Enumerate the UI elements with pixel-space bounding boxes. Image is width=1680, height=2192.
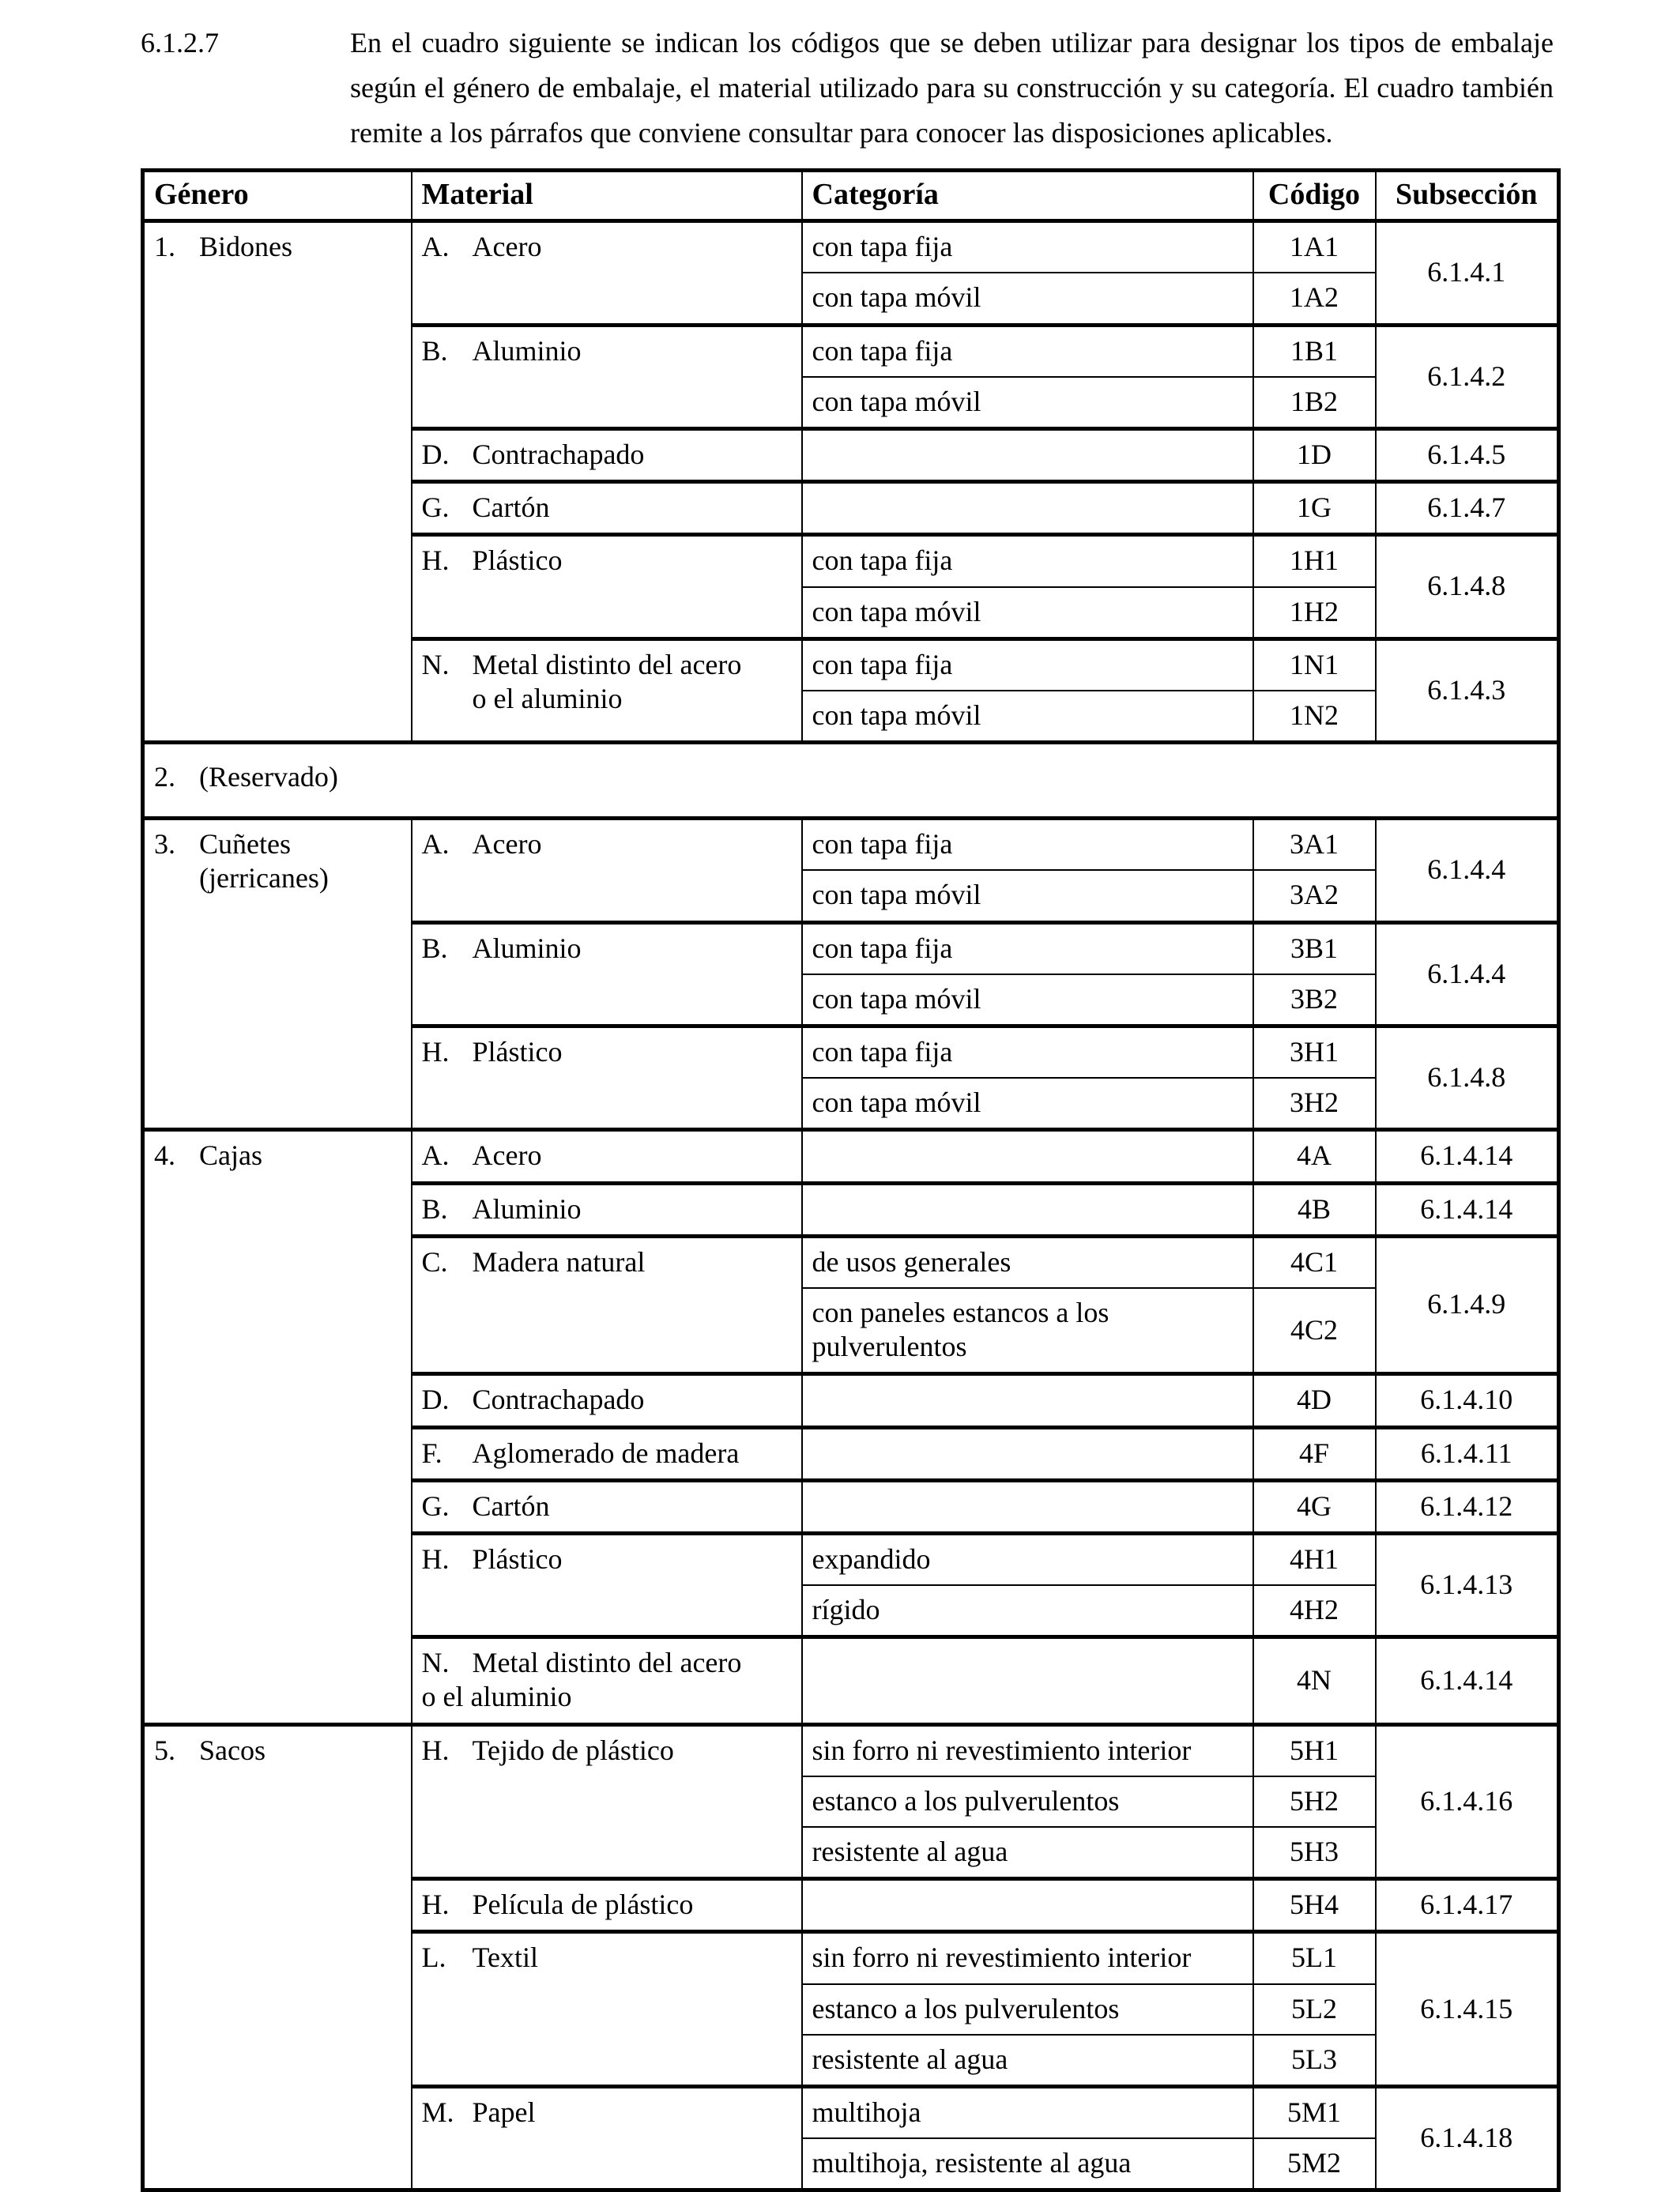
material-name: Textil (472, 1942, 538, 1974)
codigo-cell: 3H2 (1253, 1078, 1376, 1130)
genero-name: Sacos (199, 1734, 266, 1766)
material-cell (412, 922, 802, 1026)
material-letter: N. (421, 648, 450, 680)
codigo-cell: 3B2 (1253, 974, 1376, 1026)
material-cell (412, 1374, 802, 1427)
codigo-cell: 4C2 (1253, 1288, 1376, 1374)
genero-label (154, 827, 401, 895)
categoria-cell (802, 1879, 1253, 1932)
material-letter: A. (421, 231, 450, 263)
material-cell (412, 819, 802, 922)
material-letter: N. (421, 1647, 450, 1679)
codigo-cell: 5H3 (1253, 1827, 1376, 1879)
material-name: Tejido de plástico (472, 1734, 674, 1766)
material-name: Cartón (472, 492, 550, 524)
material-cell (412, 1130, 802, 1183)
codigo-cell: 5H4 (1253, 1879, 1376, 1932)
categoria-cell: con tapa fija (802, 221, 1253, 273)
categoria-cell: resistente al agua (802, 2035, 1253, 2087)
material-name: Aglomerado de madera (472, 1437, 740, 1469)
codigo-cell: 1A1 (1253, 221, 1376, 273)
codigo-cell: 4A (1253, 1130, 1376, 1183)
table-row (143, 1130, 1559, 1183)
subseccion-cell: 6.1.4.3 (1376, 638, 1559, 742)
genero-cell (143, 1724, 412, 2190)
material-name: Plástico (472, 1542, 563, 1575)
subseccion-cell: 6.1.4.12 (1376, 1480, 1559, 1533)
reserved-cell (143, 743, 1559, 819)
material-letter: D. (421, 438, 450, 470)
codigo-cell: 1A2 (1253, 273, 1376, 325)
codigo-cell: 1B2 (1253, 377, 1376, 429)
material-cell (412, 1533, 802, 1636)
material-letter: H. (421, 544, 450, 577)
codigo-cell: 4B (1253, 1183, 1376, 1236)
codigo-cell: 4G (1253, 1480, 1376, 1533)
categoria-cell: estanco a los pulverulentos (802, 1984, 1253, 2035)
material-cell (412, 325, 802, 428)
column-header-genero: Género (143, 170, 412, 221)
subseccion-cell: 6.1.4.18 (1376, 2086, 1559, 2190)
genero-number: 3. (154, 828, 175, 861)
genero-label (154, 1139, 401, 1173)
material-cell (412, 221, 802, 325)
subseccion-cell: 6.1.4.16 (1376, 1724, 1559, 1879)
material-cell (412, 1637, 802, 1724)
subseccion-cell: 6.1.4.8 (1376, 1026, 1559, 1130)
genero-name (199, 827, 401, 895)
categoria-cell: con tapa móvil (802, 1078, 1253, 1130)
material-letter: G. (421, 492, 450, 524)
subseccion-cell: 6.1.4.4 (1376, 819, 1559, 922)
categoria-cell: con tapa móvil (802, 974, 1253, 1026)
table-row (143, 1724, 1559, 1776)
subseccion-cell: 6.1.4.11 (1376, 1427, 1559, 1480)
codigo-cell: 4H2 (1253, 1585, 1376, 1637)
column-header-subseccion: Subsección (1376, 170, 1559, 221)
codigo-cell: 5L1 (1253, 1932, 1376, 1984)
material-name: Papel (472, 2096, 536, 2128)
material-name: Acero (472, 828, 542, 861)
codigo-cell: 3A2 (1253, 870, 1376, 922)
table-header-row (143, 170, 1559, 221)
categoria-cell: con tapa móvil (802, 273, 1253, 325)
material-letter: H. (421, 1542, 450, 1575)
genero-name: Cajas (199, 1139, 262, 1172)
genero-name-line1: Cuñetes (199, 828, 291, 861)
table-row (143, 743, 1559, 819)
intro-paragraph: En el cuadro siguiente se indican los códigos que se deben utilizar para designar los tipos de embalaje según el género de embalaje, el material utilizado para su construcción y su categoría. El cuadro también remite a los párrafos que conviene consultar para conocer las disposiciones aplicables. (350, 27, 1554, 149)
subseccion-cell: 6.1.4.7 (1376, 482, 1559, 535)
categoria-cell: sin forro ni revestimiento interior (802, 1932, 1253, 1984)
categoria-cell (802, 482, 1253, 535)
subseccion-cell: 6.1.4.1 (1376, 221, 1559, 325)
subseccion-cell: 6.1.4.9 (1376, 1236, 1559, 1374)
material-name: Cartón (472, 1490, 550, 1522)
categoria-cell (802, 1130, 1253, 1183)
genero-cell (143, 221, 412, 743)
categoria-cell: rígido (802, 1585, 1253, 1637)
subseccion-cell: 6.1.4.10 (1376, 1374, 1559, 1427)
material-name: Aluminio (472, 932, 582, 964)
material-name: Plástico (472, 544, 563, 577)
material-cell (412, 1026, 802, 1130)
codigo-cell: 4N (1253, 1637, 1376, 1724)
material-name: Acero (472, 1139, 542, 1172)
genero-cell (143, 819, 412, 1130)
categoria-cell (802, 428, 1253, 481)
material-cell (412, 482, 802, 535)
categoria-cell: multihoja (802, 2086, 1253, 2138)
material-cell (412, 535, 802, 638)
material-name: Aluminio (472, 1192, 582, 1225)
material-letter: H. (421, 1734, 450, 1766)
genero-name: (Reservado) (199, 761, 338, 793)
material-letter: L. (421, 1942, 446, 1974)
material-cell (412, 1879, 802, 1932)
material-letter: D. (421, 1384, 450, 1416)
intro-block (141, 21, 1554, 156)
material-letter: H. (421, 1036, 450, 1068)
material-name: Acero (472, 231, 542, 263)
clause-number: 6.1.2.7 (141, 27, 219, 58)
material-cell (412, 638, 802, 742)
subseccion-cell: 6.1.4.8 (1376, 535, 1559, 638)
packaging-codes-table (141, 168, 1561, 2192)
material-letter: A. (421, 828, 450, 861)
codigo-cell: 1N2 (1253, 691, 1376, 743)
subseccion-cell: 6.1.4.2 (1376, 325, 1559, 428)
material-letter: M. (421, 2096, 454, 2128)
categoria-cell: con tapa fija (802, 535, 1253, 587)
subseccion-cell: 6.1.4.14 (1376, 1637, 1559, 1724)
genero-label (154, 1734, 401, 1768)
material-cell (412, 1480, 802, 1533)
genero-name-line2: (jerricanes) (199, 862, 329, 895)
categoria-cell: resistente al agua (802, 1827, 1253, 1879)
categoria-cell (802, 1427, 1253, 1480)
codigo-cell: 1D (1253, 428, 1376, 481)
codigo-cell: 4D (1253, 1374, 1376, 1427)
genero-number: 2. (154, 761, 175, 793)
material-cell (412, 1427, 802, 1480)
table-row (143, 221, 1559, 273)
codigo-cell: 4F (1253, 1427, 1376, 1480)
codigo-cell: 3A1 (1253, 819, 1376, 871)
subseccion-cell: 6.1.4.14 (1376, 1130, 1559, 1183)
categoria-cell (802, 1480, 1253, 1533)
categoria-cell: con tapa fija (802, 1026, 1253, 1079)
codigo-cell: 5H1 (1253, 1724, 1376, 1776)
categoria-cell: multihoja, resistente al agua (802, 2138, 1253, 2190)
categoria-cell: con paneles estancos a los pulverulentos (802, 1288, 1253, 1374)
categoria-cell: sin forro ni revestimiento interior (802, 1724, 1253, 1776)
column-header-material: Material (412, 170, 802, 221)
table-row (143, 819, 1559, 871)
categoria-cell: con tapa móvil (802, 377, 1253, 429)
genero-number: 1. (154, 231, 175, 263)
categoria-cell (802, 1374, 1253, 1427)
codigo-cell: 5H2 (1253, 1776, 1376, 1827)
material-letter: G. (421, 1490, 450, 1522)
subseccion-cell: 6.1.4.17 (1376, 1879, 1559, 1932)
material-name: Metal distinto del acero o el aluminio (421, 1647, 742, 1713)
column-header-categoria: Categoría (802, 170, 1253, 221)
categoria-cell: con tapa móvil (802, 870, 1253, 922)
material-cell (412, 428, 802, 481)
column-header-codigo: Código (1253, 170, 1376, 221)
codigo-cell: 3H1 (1253, 1026, 1376, 1079)
material-name: Contrachapado (472, 438, 645, 470)
subseccion-cell: 6.1.4.13 (1376, 1533, 1559, 1636)
codigo-cell: 4C1 (1253, 1236, 1376, 1288)
subseccion-cell: 6.1.4.14 (1376, 1183, 1559, 1236)
codigo-cell: 4H1 (1253, 1533, 1376, 1585)
categoria-cell: con tapa fija (802, 819, 1253, 871)
material-letter: F. (421, 1437, 443, 1469)
material-letter: B. (421, 334, 448, 367)
subseccion-cell: 6.1.4.15 (1376, 1932, 1559, 2087)
material-letter: B. (421, 932, 448, 964)
material-name: Plástico (472, 1036, 563, 1068)
material-cell (412, 2086, 802, 2190)
categoria-cell: con tapa móvil (802, 587, 1253, 639)
genero-number: 5. (154, 1734, 175, 1766)
categoria-cell: con tapa fija (802, 638, 1253, 691)
categoria-cell: con tapa fija (802, 922, 1253, 974)
categoria-cell (802, 1183, 1253, 1236)
categoria-cell: con tapa fija (802, 325, 1253, 377)
genero-cell (143, 1130, 412, 1724)
material-name: Contrachapado (472, 1384, 645, 1416)
material-cell (412, 1236, 802, 1374)
codigo-cell: 5M2 (1253, 2138, 1376, 2190)
categoria-cell: con tapa móvil (802, 691, 1253, 743)
material-letter: H. (421, 1889, 450, 1921)
subseccion-cell: 6.1.4.5 (1376, 428, 1559, 481)
material-name: Metal distinto del acero o el aluminio (472, 648, 742, 714)
material-letter: C. (421, 1245, 448, 1278)
categoria-cell (802, 1637, 1253, 1724)
material-letter: A. (421, 1139, 450, 1172)
material-name: Aluminio (472, 334, 582, 367)
categoria-cell: estanco a los pulverulentos (802, 1776, 1253, 1827)
subseccion-cell: 6.1.4.4 (1376, 922, 1559, 1026)
genero-name: Bidones (199, 231, 293, 263)
material-letter: B. (421, 1192, 448, 1225)
codigo-cell: 5L3 (1253, 2035, 1376, 2087)
codigo-cell: 1N1 (1253, 638, 1376, 691)
material-cell (412, 1183, 802, 1236)
codigo-cell: 1H1 (1253, 535, 1376, 587)
codigo-cell: 3B1 (1253, 922, 1376, 974)
material-cell (412, 1932, 802, 2087)
codigo-cell: 1B1 (1253, 325, 1376, 377)
material-name: Madera natural (472, 1245, 646, 1278)
genero-number: 4. (154, 1139, 175, 1172)
codigo-cell: 1G (1253, 482, 1376, 535)
genero-label (154, 230, 401, 264)
categoria-cell: de usos generales (802, 1236, 1253, 1288)
codigo-cell: 5M1 (1253, 2086, 1376, 2138)
categoria-cell: expandido (802, 1533, 1253, 1585)
codigo-cell: 5L2 (1253, 1984, 1376, 2035)
codigo-cell: 1H2 (1253, 587, 1376, 639)
material-name: Película de plástico (472, 1889, 694, 1921)
material-cell (412, 1724, 802, 1879)
